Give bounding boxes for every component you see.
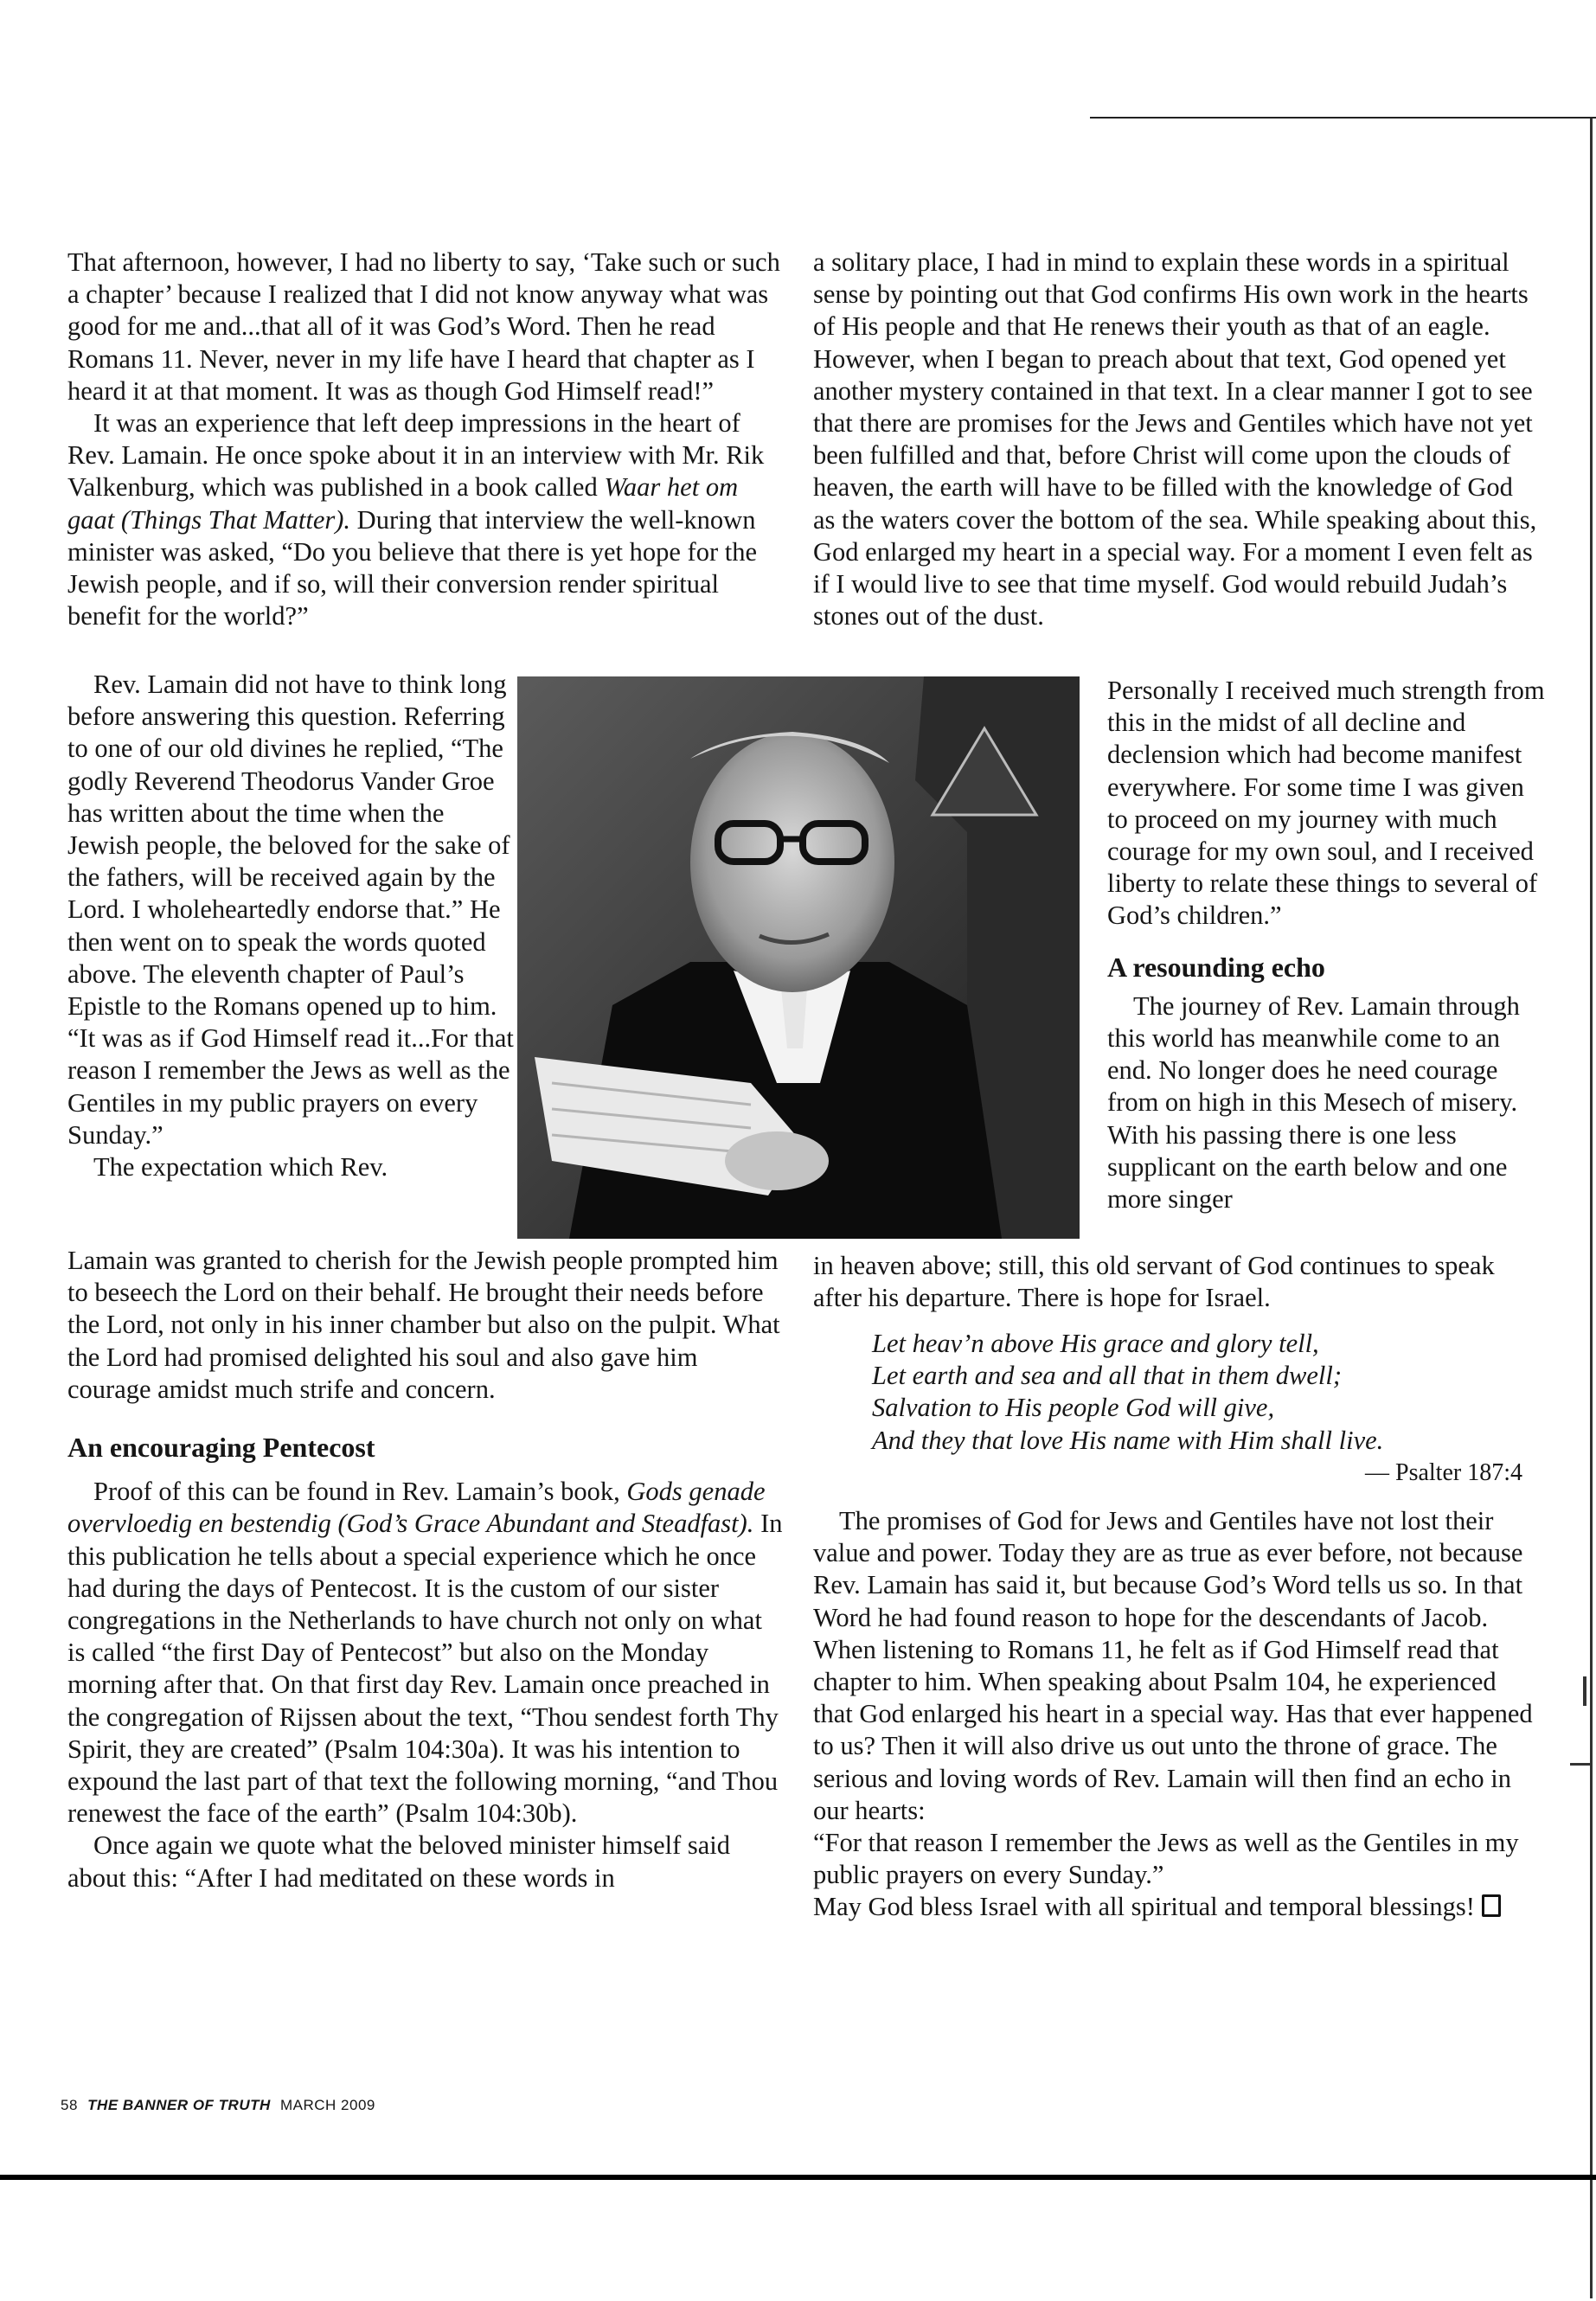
top-rule: [1090, 117, 1596, 119]
left-column-pentecost: [67, 1432, 785, 1894]
left-column-top: [67, 247, 785, 632]
page-footer: [61, 2097, 375, 2114]
right-column-bottom: [813, 1250, 1540, 1314]
poem-attribution: — Psalter 187:4: [1365, 1459, 1522, 1486]
paragraph: in heaven above; still, this old servant of God continues to speak after his departure. There is hope for Israel.: [813, 1251, 1495, 1313]
margin-tick: [1570, 1763, 1593, 1766]
poem-line: Let heav’n above His grace and glory tell,: [872, 1329, 1319, 1358]
paragraph: The expectation which Rev.: [93, 1152, 388, 1183]
right-column-wrap: [1107, 675, 1548, 1215]
paragraph: The journey of Rev. Lamain through this world has meanwhile come to an end. No longer does he need courage from on high in this Mesech of misery. With his passing there is one less supplicant on the earth below and one more singer: [1107, 990, 1520, 1215]
paragraph: That afternoon, however, I had no liberty to say, ‘Take such or such a chapter’ because I realized that I did not know anyway what was good for me and...that all of it was God’s Word. Then he read Romans 11. Never, never in my life have I heard that chapter as I heard it at that moment. It was as though God Himself read!”: [67, 247, 780, 406]
book-title: Gods genade overvloedig en bestendig (God’s Grace Abundant and Steadfast).: [67, 1477, 766, 1539]
paragraph: Rev. Lamain did not have to think long before answering this question. Referring to one of our old divines he replied, “The godly Reverend Theodorus Vander Groe has written about the time when the Jewish people, the beloved for the sake of the fathers, will be received again by the Lord. I wholeheartedly endorse that.” He then went on to speak the words quoted above. The eleventh chapter of Paul’s Epistle to the Romans opened up to him. “It was as if God Himself read it...For that reason I remember the Jews as well as the Gentiles in my public prayers on every Sunday.”: [67, 670, 514, 1150]
poem-line: Let earth and sea and all that in them dwell;: [872, 1361, 1343, 1391]
poem-line: Salvation to His people God will give,: [872, 1393, 1275, 1423]
paragraph: The promises of God for Jews and Gentiles have not lost their value and power. Today they are as true as ever before, not because Rev. Lamain has said it, but because God’s Word tells us so. In that Word he had found reason to hope for the descendants of Jacob. When listening to Romans 11, he felt as if God Himself read that chapter to him. When speaking about Psalm 104, he experienced that God enlarged his heart in a special way. Has that ever happened to us? Then it will also drive us out unto the throne of grace. The serious and loving words of Rev. Lamain will then find an echo in our hearts:: [813, 1506, 1533, 1825]
psalter-quote: [872, 1328, 1521, 1457]
paragraph: Lamain was granted to cherish for the Jewish people prompted him to beseech the Lord on their behalf. He brought their needs before the Lord, not only in his inner chamber but also on the pulpit. What the Lord had promised delighted his soul and also gave him courage amidst much strife and concern.: [67, 1246, 780, 1404]
magazine-title: THE BANNER OF TRUTH: [87, 2097, 271, 2113]
right-edge-rule: [1590, 119, 1593, 2298]
bottom-rule: [0, 2175, 1596, 2180]
left-column-bottom: [67, 1245, 785, 1406]
page-number: 58: [61, 2097, 78, 2113]
paragraph: Once again we quote what the beloved minister himself said about this: “After I had meditated on these words in: [67, 1830, 731, 1893]
book-title: Waar het om gaat (Things That Matter).: [67, 472, 739, 535]
paragraph: It was an experience that left deep impressions in the heart of Rev. Lamain. He once spoke about it in an interview with Mr. Rik Valkenburg, which was published in a book called Waar het om gaat (Things That Matter). During that interview the well-known minister was asked, “Do you believe that there is yet hope for the Jewish people, and if so, will their conversion render spiritual benefit for the world?”: [67, 408, 765, 631]
portrait-photo: [517, 676, 1080, 1239]
paragraph: Proof of this can be found in Rev. Lamain’s book, Gods genade overvloedig en bestendig (God’s Grace Abundant and Steadfast). In this publication he tells about a special experience which he once had during the days of Pentecost. It is the custom of our sister congregations in the Netherlands to have church not only on what is called “the first Day of Pentecost” but also on the Monday morning after that. On that first day Rev. Lamain once preached in the congregation of Rijssen about the text, “Thou sendest forth Thy Spirit, they are created” (Psalm 104:30a). It was his intention to expound the last part of that text the following morning, “and Thou renewest the face of the earth” (Psalm 104:30b).: [67, 1477, 783, 1829]
left-column-wrap: [67, 669, 517, 1183]
subheading: An encouraging Pentecost: [67, 1432, 375, 1463]
paragraph: Personally I received much strength from this in the midst of all decline and declension which had become manifest everywhere. For some time I was given to proceed on my journey with much courage for my own soul, and I received liberty to relate these things to several of God’s children.”: [1107, 676, 1545, 931]
paragraph: May God bless Israel with all spiritual and temporal blessings!: [813, 1891, 1540, 1923]
portrait-illustration: [517, 676, 1080, 1239]
paragraph: “For that reason I remember the Jews as well as the Gentiles in my public prayers on every Sunday.”: [813, 1828, 1519, 1890]
issue-date: MARCH 2009: [280, 2097, 375, 2113]
margin-tick: [1583, 1676, 1586, 1706]
paragraph: a solitary place, I had in mind to explain these words in a spiritual sense by pointing out that God confirms His own work in the hearts of His people and that He renews their youth as that of an eagle. However, when I began to preach about that text, God opened yet another mystery contained in that text. In a clear manner I got to see that there are promises for the Jews and Gentiles which have not yet been fulfilled and that, before Christ will come upon the clouds of heaven, the earth will have to be filled with the knowledge of God as the waters cover the bottom of the sea. While speaking about this, God enlarged my heart in a special way. For a moment I even felt as if I would live to see that time myself. God would rebuild Judah’s stones out of the dust.: [813, 247, 1537, 631]
poem-line: And they that love His name with Him shall live.: [872, 1425, 1384, 1455]
right-column-conclusion: [813, 1505, 1540, 1924]
end-of-article-icon: [1482, 1894, 1501, 1917]
right-column-top: [813, 247, 1540, 632]
subheading: A resounding echo: [1107, 951, 1325, 983]
